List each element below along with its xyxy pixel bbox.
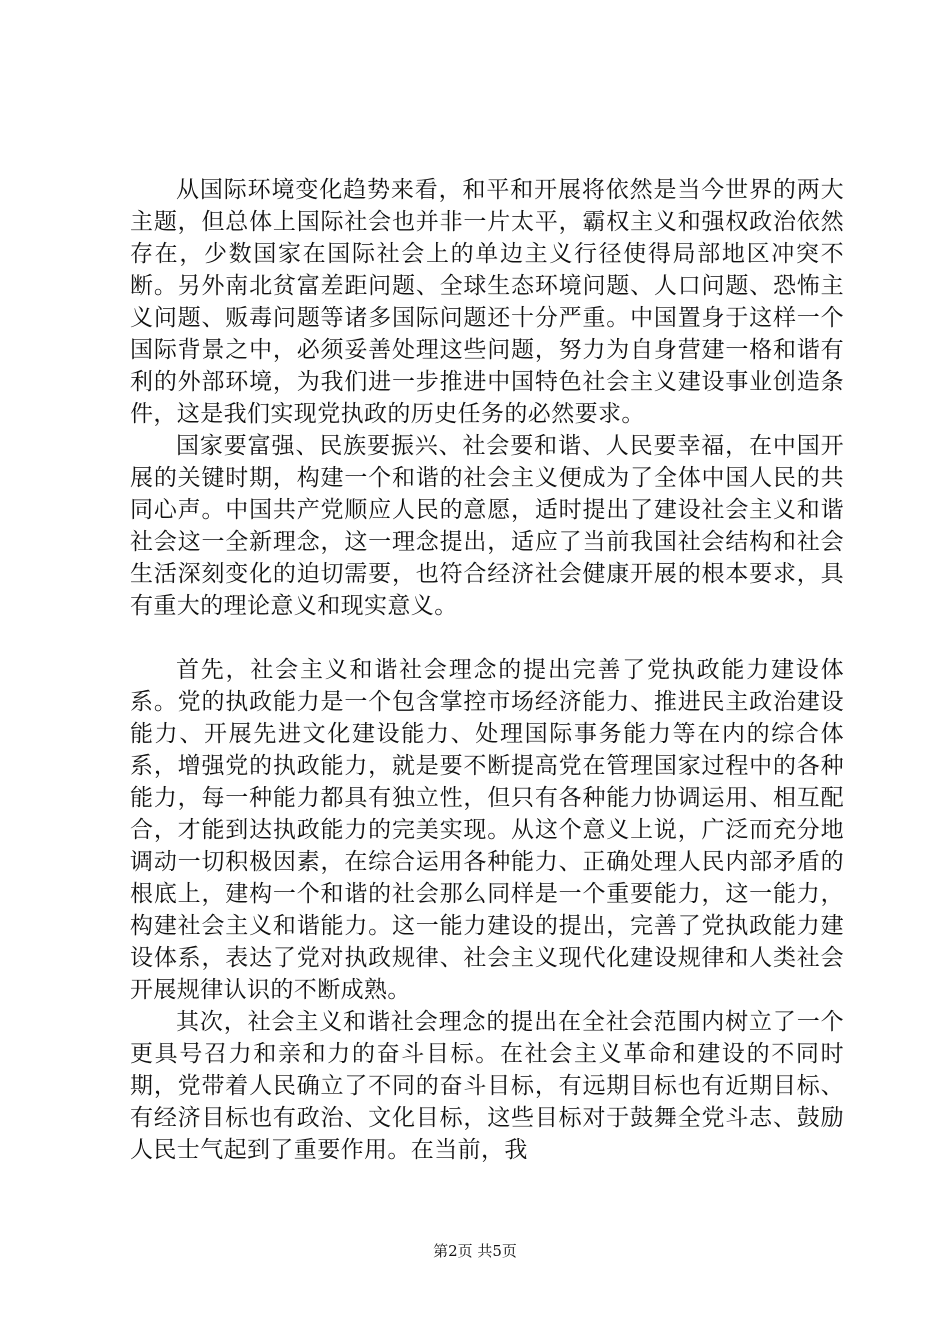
paragraph-first-point: 首先，社会主义和谐社会理念的提出完善了党执政能力建设体系。党的执政能力是一个包含掌控市场经济能力、推进民主政治建设能力、开展先进文化建设能力、处理国际事务能力等在内的综合体系，增强党的执政能力，就是要不断提高党在管理国家过程中的各种能力，每一种能力都具有独立性，但只有各种能力协调运用、相互配合，才能到达执政能力的完美实现。从这个意义上说，广泛而充分地调动一切积极因素，在综合运用各种能力、正确处理人民内部矛盾的根底上，建构一个和谐的社会那么同样是一个重要能力，这一能力，构建社会主义和谐能力。这一能力建设的提出，完善了党执政能力建设体系，表达了党对执政规律、社会主义现代化建设规律和人类社会开展规律认识的不断成熟。 bbox=[130, 657, 844, 1003]
page-number-footer: 第2页 共5页 bbox=[433, 1242, 517, 1260]
paragraph-second-point: 其次，社会主义和谐社会理念的提出在全社会范围内树立了一个更具号召力和亲和力的奋斗目标。在社会主义革命和建设的不同时期，党带着人民确立了不同的奋斗目标，有远期目标也有近期目标、有经济目标也有政治、文化目标，这些目标对于鼓舞全党斗志、鼓励人民士气起到了重要作用。在当前，我 bbox=[130, 1009, 844, 1163]
document-body bbox=[130, 174, 844, 1166]
paragraph-international-environment: 从国际环境变化趋势来看，和平和开展将依然是当今世界的两大主题，但总体上国际社会也并非一片太平，霸权主义和强权政治依然存在，少数国家在国际社会上的单边主义行径使得局部地区冲突不断。另外南北贫富差距问题、全球生态环境问题、人口问题、恐怖主义问题、贩毒问题等诸多国际问题还十分严重。中国置身于这样一个国际背景之中，必须妥善处理这些问题，努力为自身营建一格和谐有利的外部环境，为我们进一步推进中国特色社会主义建设事业创造条件，这是我们实现党执政的历史任务的必然要求。 bbox=[130, 177, 844, 427]
paragraph-harmonious-society: 国家要富强、民族要振兴、社会要和谐、人民要幸福，在中国开展的关键时期，构建一个和谐的社会主义便成为了全体中国人民的共同心声。中国共产党顺应人民的意愿，适时提出了建设社会主义和谐社会这一全新理念，这一理念提出，适应了当前我国社会结构和社会生活深刻变化的迫切需要，也符合经济社会健康开展的根本要求，具有重大的理论意义和现实意义。 bbox=[130, 433, 844, 619]
